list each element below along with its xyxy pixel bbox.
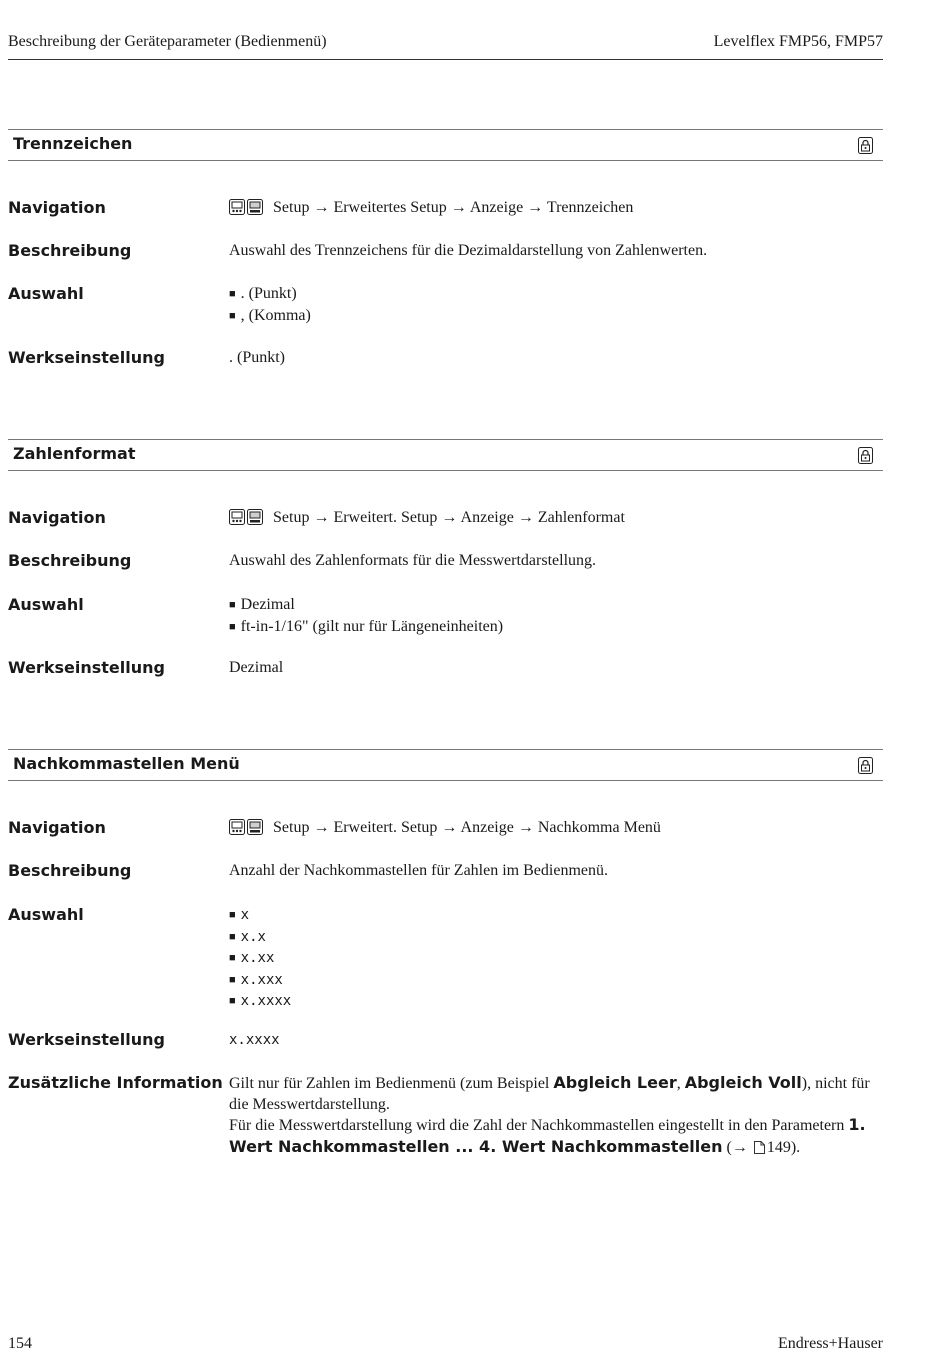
- beschreibung-text: Anzahl der Nachkommastellen für Zahlen im Bedienmenü.: [229, 862, 608, 879]
- option-list: [229, 595, 884, 638]
- zusatz-text: [229, 1073, 884, 1158]
- section-header-trennzeichen: [8, 129, 883, 161]
- werkseinstellung-value: . (Punkt): [229, 349, 285, 366]
- option-item: ■ . (Punkt): [229, 284, 884, 306]
- zusatz-text-1: Gilt nur für Zahlen im Bedienmenü (zum Beispiel: [229, 1075, 554, 1092]
- werkseinstellung-label: Werkseinstellung: [8, 348, 165, 367]
- option-list: [229, 284, 884, 327]
- display-operation-icon: [229, 199, 245, 215]
- werkseinstellung-label: Werkseinstellung: [8, 1030, 165, 1049]
- zusatz-text-6: ).: [790, 1138, 801, 1156]
- param-wert-nachkommastellen: 1. Wert Nachkommastellen ... 4. Wert Nachkommastellen: [229, 1115, 866, 1156]
- section-title: Trennzeichen: [13, 134, 133, 153]
- page-header: [8, 31, 883, 60]
- zusatz-text-4: Für die Messwertdarstellung wird die Zahl der Nachkommastellen eingestellt in den Parametern: [229, 1117, 849, 1134]
- auswahl-label: Auswahl: [8, 284, 84, 303]
- werkseinstellung-label: Werkseinstellung: [8, 658, 165, 677]
- werkseinstellung-value: Dezimal: [229, 659, 284, 676]
- beschreibung-text: Auswahl des Zahlenformats für die Messwertdarstellung.: [229, 552, 597, 569]
- computer-icon: [247, 819, 263, 835]
- option-item: x.xx: [240, 950, 275, 966]
- display-operation-icon: [229, 819, 245, 835]
- navigation-label: Navigation: [8, 818, 106, 837]
- option-item: x.xxxx: [240, 993, 292, 1009]
- display-operation-icon: [229, 509, 245, 525]
- header-product: Levelflex FMP56, FMP57: [713, 33, 883, 50]
- navigation-label: Navigation: [8, 508, 106, 527]
- brand-name: Endress+Hauser: [778, 1335, 883, 1352]
- lock-icon: [858, 137, 873, 154]
- beschreibung-label: Beschreibung: [8, 551, 132, 570]
- param-abgleich-leer: Abgleich Leer: [553, 1073, 677, 1092]
- auswahl-label: Auswahl: [8, 905, 84, 924]
- option-item: x.x: [240, 928, 266, 945]
- navigation-label: Navigation: [8, 198, 106, 217]
- page-reference-link[interactable]: 149: [766, 1138, 791, 1156]
- beschreibung-label: Beschreibung: [8, 861, 132, 880]
- computer-icon: [247, 199, 263, 215]
- page-icon: [754, 1141, 765, 1154]
- option-item: x.xxx: [240, 971, 283, 988]
- zusatz-text-2: ,: [676, 1075, 685, 1092]
- option-item: ■ Dezimal: [229, 595, 884, 617]
- header-title: Beschreibung der Geräteparameter (Bedienmenü): [8, 33, 327, 50]
- werkseinstellung-value: x.xxxx: [229, 1032, 280, 1048]
- auswahl-label: Auswahl: [8, 595, 84, 614]
- section-title: Zahlenformat: [13, 444, 136, 463]
- navigation-path: Setup → Erweitert. Setup → Anzeige → Nachkomma Menü: [273, 819, 661, 836]
- param-abgleich-voll: Abgleich Voll: [684, 1073, 802, 1092]
- lock-icon: [858, 757, 873, 774]
- section-header-zahlenformat: [8, 439, 883, 471]
- option-item: ■ ft-in-1/16" (gilt nur für Längeneinheiten): [229, 617, 884, 639]
- zusatz-text-3: ), nicht für die Messwertdarstellung.: [229, 1075, 870, 1113]
- zusatz-label: Zusätzliche Information: [8, 1073, 223, 1092]
- zusatz-text-5: (→: [722, 1138, 752, 1156]
- section-header-nachkommastellen: [8, 749, 883, 781]
- option-item: x: [240, 907, 250, 923]
- navigation-path: Setup → Erweitert. Setup → Anzeige → Zahlenformat: [273, 509, 625, 526]
- page-number: 154: [8, 1335, 32, 1352]
- lock-icon: [858, 447, 873, 464]
- beschreibung-text: Auswahl des Trennzeichens für die Dezimaldarstellung von Zahlenwerten.: [229, 242, 708, 259]
- navigation-path: Setup → Erweitertes Setup → Anzeige → Trennzeichen: [273, 199, 634, 216]
- computer-icon: [247, 509, 263, 525]
- option-list: [229, 905, 884, 1013]
- beschreibung-label: Beschreibung: [8, 241, 132, 260]
- option-item: ■ , (Komma): [229, 306, 884, 328]
- section-title: Nachkommastellen Menü: [13, 754, 240, 773]
